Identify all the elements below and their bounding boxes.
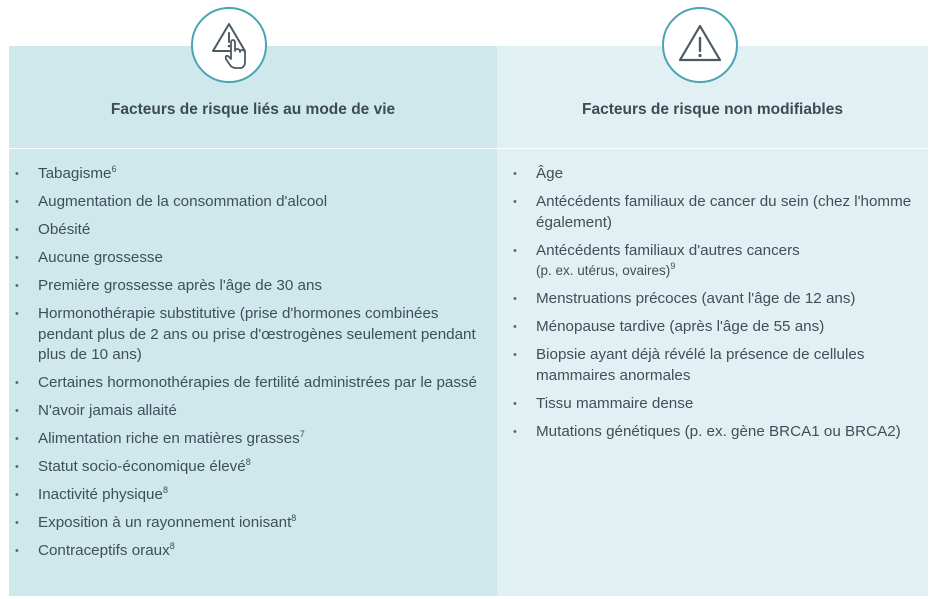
list-item: • Mutations génétiques (p. ex. gène BRCA1 ou BRCA2)	[509, 422, 919, 443]
list-item: • N'avoir jamais allaité	[11, 401, 487, 422]
list-item: • Hormonothérapie substitutive (prise d'hormones combinées pendant plus de 2 ans ou prise d'œstrogènes seulement pendant plus de 10 ans)	[11, 304, 487, 366]
list-item: • Inactivité physique$^8$	[11, 485, 487, 506]
list-item: • Menstruations précoces (avant l'âge de 12 ans)	[509, 289, 919, 310]
list-item: • Alimentation riche en matières grasses$^7$	[11, 429, 487, 450]
lifestyle-risk-list	[11, 164, 487, 569]
warning-touch-icon	[191, 7, 267, 83]
list-item: • Aucune grossesse	[11, 248, 487, 269]
list-item: • Ménopause tardive (après l'âge de 55 ans)	[509, 317, 919, 338]
warning-triangle-icon	[662, 7, 738, 83]
list-item: • Exposition à un rayonnement ionisant$^8$	[11, 513, 487, 534]
nonmodifiable-risk-list	[509, 164, 919, 450]
list-item: • Augmentation de la consommation d'alcool	[11, 192, 487, 213]
list-item: • Tissu mammaire dense	[509, 394, 919, 415]
list-item: • Tabagisme$^6$	[11, 164, 487, 185]
list-item: • Statut socio-économique élevé$^8$	[11, 457, 487, 478]
list-item: • Certaines hormonothérapies de fertilité administrées par le passé	[11, 373, 487, 394]
list-item: • Âge	[509, 164, 919, 185]
nonmodifiable-column-title: Facteurs de risque non modifiables	[582, 101, 843, 118]
list-item: • Contraceptifs oraux$^8$	[11, 541, 487, 562]
list-item: • Première grossesse après l'âge de 30 ans	[11, 276, 487, 297]
list-item: • Biopsie ayant déjà révélé la présence de cellules mammaires anormales	[509, 345, 919, 386]
lifestyle-column-title: Facteurs de risque liés au mode de vie	[110, 101, 396, 118]
list-item: • Obésité	[11, 220, 487, 241]
list-item: • Antécédents familiaux de cancer du sein (chez l'homme également)	[509, 192, 919, 233]
list-item: • Antécédents familiaux d'autres cancers (p. ex. utérus, ovaires)$^9$	[509, 241, 919, 282]
